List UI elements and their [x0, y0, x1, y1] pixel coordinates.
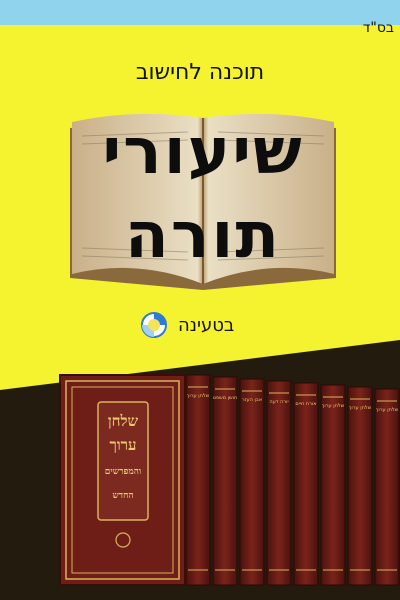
- book-spine: [321, 385, 345, 585]
- spine-label: שלחן ערוך: [186, 393, 210, 399]
- loading-label: בטעינה: [178, 314, 235, 336]
- book-spine: [348, 387, 372, 585]
- cover-title-line: ערוך: [109, 436, 137, 454]
- cover-title-line: והמפרשים: [104, 467, 142, 477]
- front-cover-book: [60, 375, 185, 585]
- title-line-1: שיעורי: [102, 115, 304, 189]
- bsd-label: בס"ד: [362, 20, 394, 36]
- book-spine: [186, 375, 210, 585]
- loading-spinner-icon: [140, 311, 168, 339]
- spine-label: שלחן ערוך: [375, 407, 399, 413]
- book-spine: [213, 377, 237, 585]
- cover-title-line: שלחן: [107, 412, 139, 430]
- spine-label: שלחן ערוך: [321, 403, 345, 409]
- book-set-area: [0, 340, 400, 600]
- book-spine: [240, 379, 264, 585]
- app-subtitle: תוכנה לחישוב: [135, 60, 265, 85]
- spine-label: חושן משפט: [212, 395, 238, 401]
- book-spine: [294, 383, 318, 585]
- spine-label: שלחן ערוך: [348, 405, 372, 411]
- cover-title-line: החדש: [112, 491, 134, 501]
- title-line-2: תורה: [124, 199, 282, 273]
- spine-label: אורח חיים: [295, 401, 317, 407]
- loading-indicator: [140, 310, 234, 340]
- spine-label: אבן העזר: [241, 397, 263, 403]
- open-book-logo: [68, 108, 338, 293]
- book-spine: [267, 381, 291, 585]
- top-strip: [0, 0, 400, 25]
- spine-label: יורה דעה: [269, 399, 289, 405]
- book-spine: [375, 389, 399, 585]
